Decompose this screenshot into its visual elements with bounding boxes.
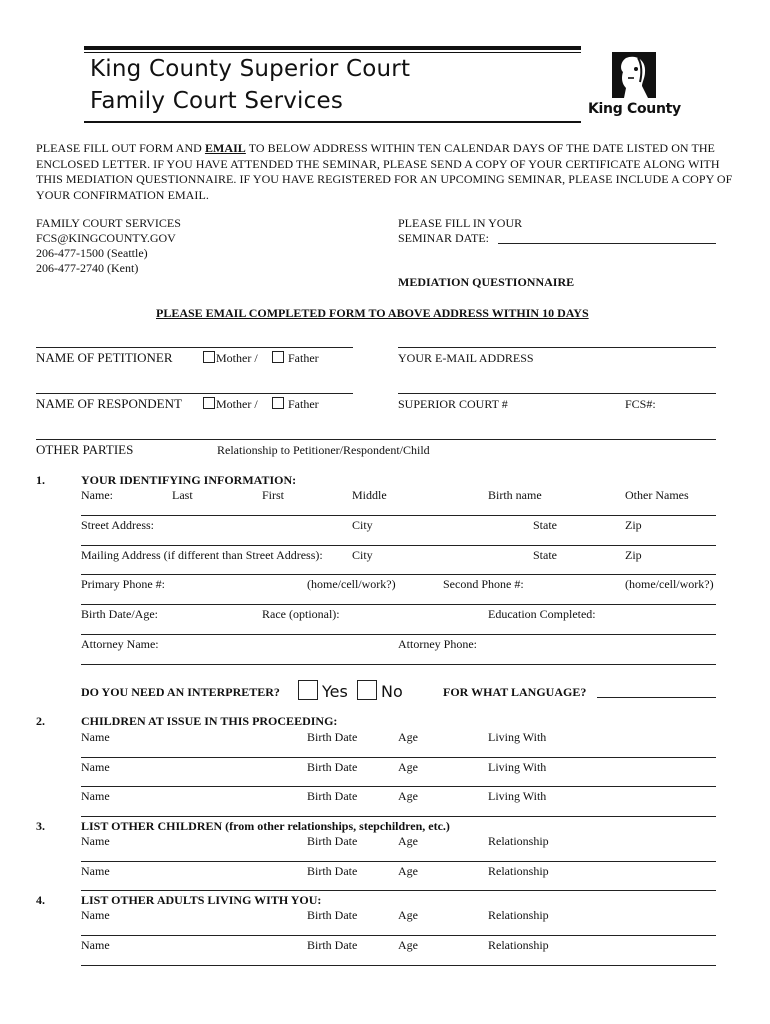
page-subtitle: Family Court Services xyxy=(90,88,343,114)
attorney-field[interactable] xyxy=(81,664,716,665)
relationship-label: Relationship to Petitioner/Respondent/Child xyxy=(217,443,430,457)
birth-date-age-label: Birth Date/Age: xyxy=(81,607,158,621)
header-rule-thick xyxy=(84,46,581,50)
checkbox-icon[interactable] xyxy=(272,397,284,409)
second-phone-label: Second Phone #: xyxy=(443,577,524,591)
phone-field[interactable] xyxy=(81,604,716,605)
child-3-birth-date-label: Birth Date xyxy=(307,789,358,803)
adult-2-name-label: Name xyxy=(81,938,110,952)
mother-label: Mother / xyxy=(216,351,258,365)
other-names-label: Other Names xyxy=(625,488,689,502)
birth-date-field[interactable] xyxy=(81,634,716,635)
mailing-state-label: State xyxy=(533,548,557,562)
section-4-number: 4. xyxy=(36,893,45,907)
adult-1-relationship-label: Relationship xyxy=(488,908,549,922)
birth-name-label: Birth name xyxy=(488,488,542,502)
email-address-field[interactable] xyxy=(398,347,716,348)
intro-paragraph xyxy=(36,141,736,203)
king-county-logo-icon xyxy=(612,52,656,98)
other-child-2-birth-date-label: Birth Date xyxy=(307,864,358,878)
checkbox-icon[interactable] xyxy=(203,397,215,409)
intro-text-pre: PLEASE FILL OUT FORM AND xyxy=(36,141,205,155)
other-parties-label: OTHER PARTIES xyxy=(36,442,134,457)
petitioner-father-option[interactable] xyxy=(272,351,319,366)
adult-2-birth-date-label: Birth Date xyxy=(307,938,358,952)
section-3-number: 3. xyxy=(36,819,45,833)
section-2-heading: CHILDREN AT ISSUE IN THIS PROCEEDING: xyxy=(81,714,338,728)
section-2-number: 2. xyxy=(36,714,45,728)
seminar-label-line2: SEMINAR DATE: xyxy=(398,231,490,245)
first-label: First xyxy=(262,488,285,502)
attorney-name-label: Attorney Name: xyxy=(81,637,159,651)
street-address-label: Street Address: xyxy=(81,518,154,532)
contact-phone-seattle: 206-477-1500 (Seattle) xyxy=(36,246,148,260)
email-instruction: PLEASE EMAIL COMPLETED FORM TO ABOVE ADDRESS WITHIN 10 DAYS xyxy=(156,306,589,320)
king-county-logo-text: King County xyxy=(588,101,681,117)
father-label: Father xyxy=(288,351,319,365)
child-3-name-label: Name xyxy=(81,789,110,803)
section-3-heading: LIST OTHER CHILDREN (from other relationships, stepchildren, etc.) xyxy=(81,819,450,833)
child-1-field[interactable] xyxy=(81,757,716,758)
second-phone-type-label: (home/cell/work?) xyxy=(625,577,714,591)
interpreter-label: DO YOU NEED AN INTERPRETER? xyxy=(81,685,280,699)
court-number-field[interactable] xyxy=(398,393,716,394)
intro-text-post: TO BELOW ADDRESS WITHIN TEN CALENDAR DAYS OF THE DATE LISTED ON THE ENCLOSED LETTER. IF YOU HAVE ATTENDED THE SEMINAR, PLEASE SEND A COPY OF YOUR CERTIFICATE ALONG WITH THIS MEDIATION QUESTIONNAIRE. IF YOU HAVE REGISTERED FOR AN UPCOMING SEMINAR, PLEASE INCLUDE A COPY OF YOUR CONFIRMATION EMAIL. xyxy=(36,141,733,202)
adult-2-field[interactable] xyxy=(81,965,716,966)
child-2-age-label: Age xyxy=(398,760,418,774)
other-child-1-age-label: Age xyxy=(398,834,418,848)
last-label: Last xyxy=(172,488,193,502)
adult-1-name-label: Name xyxy=(81,908,110,922)
name-label: Name: xyxy=(81,488,113,502)
other-child-1-name-label: Name xyxy=(81,834,110,848)
intro-email-word: EMAIL xyxy=(204,141,246,155)
section-1-heading: YOUR IDENTIFYING INFORMATION: xyxy=(81,473,297,487)
interpreter-no-label: No xyxy=(381,682,403,701)
adult-1-birth-date-label: Birth Date xyxy=(307,908,358,922)
interpreter-no-checkbox[interactable] xyxy=(357,680,377,700)
mailing-address-field[interactable] xyxy=(81,574,716,575)
state-label: State xyxy=(533,518,557,532)
child-1-age-label: Age xyxy=(398,730,418,744)
other-child-1-field[interactable] xyxy=(81,861,716,862)
questionnaire-title: MEDIATION QUESTIONNAIRE xyxy=(398,275,575,289)
interpreter-yes-label: Yes xyxy=(322,682,348,701)
adult-2-relationship-label: Relationship xyxy=(488,938,549,952)
child-3-field[interactable] xyxy=(81,816,716,817)
respondent-mother-option[interactable] xyxy=(203,397,258,412)
seminar-label-line1: PLEASE FILL IN YOUR xyxy=(398,216,523,230)
child-1-birth-date-label: Birth Date xyxy=(307,730,358,744)
education-label: Education Completed: xyxy=(488,607,596,621)
interpreter-yes-checkbox[interactable] xyxy=(298,680,318,700)
child-2-living-with-label: Living With xyxy=(488,760,547,774)
contact-phone-kent: 206-477-2740 (Kent) xyxy=(36,261,139,275)
petitioner-label: NAME OF PETITIONER xyxy=(36,350,173,365)
primary-phone-label: Primary Phone #: xyxy=(81,577,165,591)
other-child-1-relationship-label: Relationship xyxy=(488,834,549,848)
petitioner-mother-option[interactable] xyxy=(203,351,258,366)
other-child-2-name-label: Name xyxy=(81,864,110,878)
child-3-living-with-label: Living With xyxy=(488,789,547,803)
page-title: King County Superior Court xyxy=(90,56,411,82)
respondent-father-option[interactable] xyxy=(272,397,319,412)
respondent-label: NAME OF RESPONDENT xyxy=(36,396,182,411)
petitioner-field[interactable] xyxy=(36,347,353,348)
email-address-label: YOUR E-MAIL ADDRESS xyxy=(398,351,534,365)
other-child-2-relationship-label: Relationship xyxy=(488,864,549,878)
mailing-address-label: Mailing Address (if different than Street Address): xyxy=(81,548,323,562)
header-rule-bottom xyxy=(84,121,581,123)
adult-1-age-label: Age xyxy=(398,908,418,922)
section-1-number: 1. xyxy=(36,473,45,487)
child-3-age-label: Age xyxy=(398,789,418,803)
city-label: City xyxy=(352,518,373,532)
contact-email[interactable]: FCS@KINGCOUNTY.GOV xyxy=(36,231,176,245)
name-field[interactable] xyxy=(81,515,716,516)
father-label: Father xyxy=(288,397,319,411)
adult-1-field[interactable] xyxy=(81,935,716,936)
child-1-living-with-label: Living With xyxy=(488,730,547,744)
middle-label: Middle xyxy=(352,488,387,502)
zip-label: Zip xyxy=(625,518,642,532)
section-4-heading: LIST OTHER ADULTS LIVING WITH YOU: xyxy=(81,893,322,907)
mailing-zip-label: Zip xyxy=(625,548,642,562)
checkbox-icon[interactable] xyxy=(272,351,284,363)
race-label: Race (optional): xyxy=(262,607,340,621)
mother-label: Mother / xyxy=(216,397,258,411)
child-2-field[interactable] xyxy=(81,786,716,787)
child-2-birth-date-label: Birth Date xyxy=(307,760,358,774)
checkbox-icon[interactable] xyxy=(203,351,215,363)
other-child-2-field[interactable] xyxy=(81,890,716,891)
child-1-name-label: Name xyxy=(81,730,110,744)
respondent-field[interactable] xyxy=(36,393,353,394)
superior-court-label: SUPERIOR COURT # xyxy=(398,397,508,411)
contact-name: FAMILY COURT SERVICES xyxy=(36,216,181,230)
other-parties-field[interactable] xyxy=(36,439,716,440)
street-address-field[interactable] xyxy=(81,545,716,546)
seminar-date-field[interactable] xyxy=(498,243,716,244)
other-child-1-birth-date-label: Birth Date xyxy=(307,834,358,848)
fcs-label: FCS#: xyxy=(625,397,656,411)
adult-2-age-label: Age xyxy=(398,938,418,952)
language-label: FOR WHAT LANGUAGE? xyxy=(443,685,587,699)
mailing-city-label: City xyxy=(352,548,373,562)
other-child-2-age-label: Age xyxy=(398,864,418,878)
header-rule-thin xyxy=(84,52,581,53)
child-2-name-label: Name xyxy=(81,760,110,774)
attorney-phone-label: Attorney Phone: xyxy=(398,637,477,651)
primary-phone-type-label: (home/cell/work?) xyxy=(307,577,396,591)
language-field[interactable] xyxy=(597,697,716,698)
king-county-logo xyxy=(588,52,684,122)
